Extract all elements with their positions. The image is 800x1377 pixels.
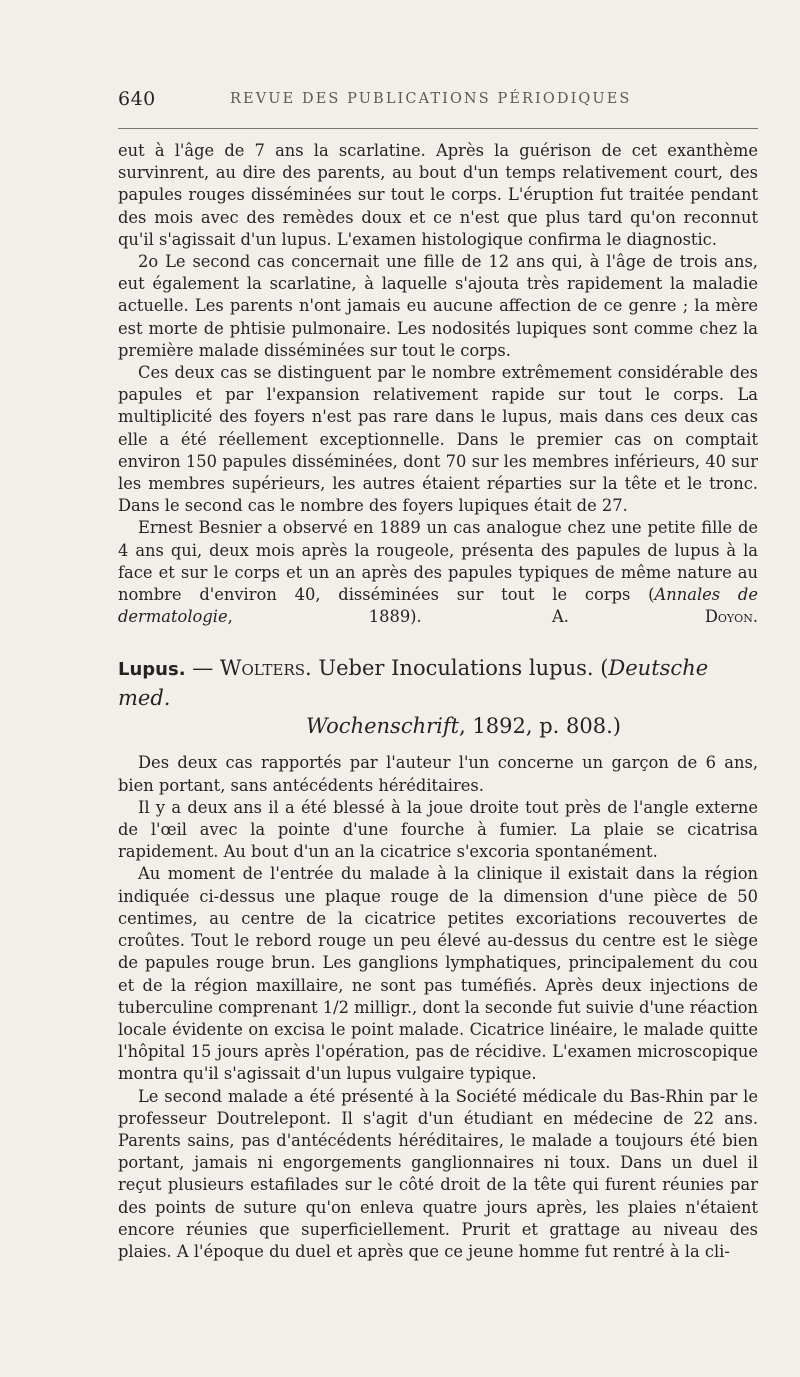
article-title [118,654,758,740]
paragraph: Le second malade a été présenté à la Société médicale du Bas-Rhin par le professeur Doutrelepont. Il s'agit d'un étudiant en médecine de 22 ans. Parents sains, pas d'antécédents héréditaires, le malade a toujours été bien portant, jamais ni engorgements ganglionnaires ni toux. Dans un duel il reçut plusieurs estafilades sur le côté droit de la tête qui furent réunies par des points de suture qu'on enleva quatre jours après, les plaies n'étaient encore réunies que superficiellement. Prurit et grattage au niveau des plaies. A l'époque du duel et après que ce jeune homme fut rentré à la cli- [118,1086,758,1261]
page-body [118,140,758,1263]
article-journal: Deutsche med. [118,656,709,711]
article-journal-cont: Wochenschrift [306,714,460,739]
paragraph: Ces deux cas se distinguent par le nombre extrêmement considérable des papules et par l'expansion relativement rapide sur tout le corps. La multiplicité des foyers n'est pas rare dans le lupus, mais dans ces deux cas elle a été réellement exceptionnelle. Dans le premier cas on comptait environ 150 papules disséminées, dont 70 sur les membres inférieurs, 40 sur les membres supérieurs, les autres étaient réparties sur la tête et le tronc. Dans le second cas le nombre des foyers lupiques était de 27. [118,363,758,516]
header-rule [118,128,758,129]
paragraph-with-signature [118,517,758,628]
article-title-text: Ueber Inoculations lupus. ( [311,656,609,681]
page-header [118,88,758,116]
title-dash: — [185,656,220,681]
paragraph: Au moment de l'entrée du malade à la clinique il existait dans la région indiquée ci-dessus une plaque rouge de la dimension d'une pièce de 50 centimes, au centre de la cicatrice petites excoriations recouvertes de croûtes. Tout le rebord rouge un peu élevé au-dessus du centre est le siège de papules rouge brun. Les ganglions lymphatiques, principalement du cou et de la région maxillaire, ne sont pas tuméfiés. Après deux injections de tuberculine comprenant 1/2 milligr., dont la seconde fut suivie d'une réaction locale évidente on excisa le point malade. Cicatrice linéaire, le malade quitte l'hôpital 15 jours après l'opération, pas de récidive. L'examen microscopique montra qu'il s'agissait d'un lupus vulgaire typique. [118,864,758,1084]
article-author: Wolters. [219,656,312,681]
paragraph: Des deux cas rapportés par l'auteur l'un concerne un garçon de 6 ans, bien portant, sans antécédents héréditaires. [118,753,758,795]
article-title-subject: Lupus. [118,659,186,681]
running-head: REVUE DES PUBLICATIONS PÉRIODIQUES [230,91,632,107]
journal-citation: Annales de dermatologie [118,585,758,627]
paragraph: Il y a deux ans il a été blessé à la joue droite tout près de l'angle externe de l'œil avec la pointe d'une fourche à fumier. La plaie se cicatrisa rapidement. Au bout d'un an la cicatrice s'excoria spontanément. [118,797,758,862]
paragraph-text-end: , 1889). [227,607,422,627]
article-title-line2 [118,712,758,740]
page-number: 640 [118,88,156,110]
paragraph-text: Ernest Besnier a observé en 1889 un cas analogue chez une petite fille de 4 ans qui, deux mois après la rougeole, présenta des papules de lupus à la face et sur le corps et un an après des papules typiques de même nature au nombre d'environ 40, disséminées sur tout le corps ( [118,518,758,605]
author-signature: A. Doyon. [551,607,758,627]
article-citation: , 1892, p. 808.) [459,714,621,739]
paragraph: 2o Le second cas concernait une fille de 12 ans qui, à l'âge de trois ans, eut également la scarlatine, à laquelle s'ajouta très rapidement la maladie actuelle. Les parents n'ont jamais eu aucune affection de ce genre ; la mère est morte de phtisie pulmonaire. Les nodosités lupiques sont comme chez la première malade disséminées sur tout le corps. [118,252,758,360]
paragraph: eut à l'âge de 7 ans la scarlatine. Après la guérison de cet exanthème survinrent, au dire des parents, au bout d'un temps relativement court, des papules rouges disséminées sur tout le corps. L'éruption fut traitée pendant des mois avec des remèdes doux et ce n'est que plus tard qu'on reconnut qu'il s'agissait d'un lupus. L'examen histologique confirma le diagnostic. [118,141,758,249]
